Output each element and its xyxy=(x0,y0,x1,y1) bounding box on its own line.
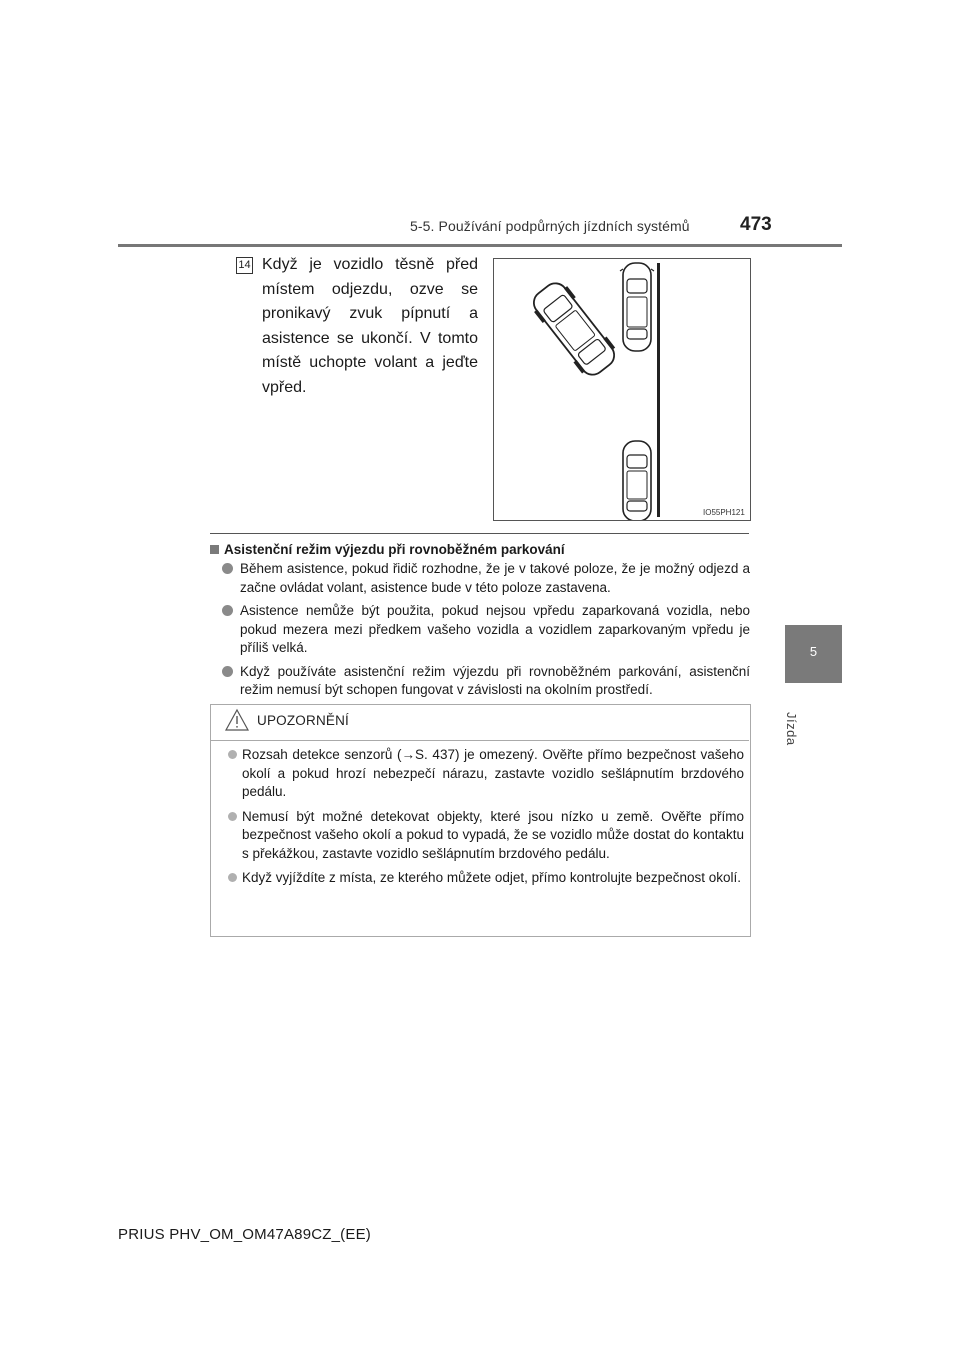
list-item: Když používáte asistenční režim výjezdu při rovnoběžném parkování, asistenční režim nemusí být schopen fungovat v závislosti na okolním prostředí. xyxy=(222,663,750,700)
section-bullets xyxy=(222,560,750,705)
warning-triangle-icon xyxy=(224,708,250,737)
step-number: 14 xyxy=(236,257,253,274)
list-item: Rozsah detekce senzorů (→S. 437) je omezený. Ověřte přímo bezpečnost vašeho okolí a pokud hrozí nebezpečí nárazu, zastavte vozidlo sešlápnutím brzdového pedálu. xyxy=(228,746,744,802)
section-header: 5-5. Používání podpůrných jízdních systémů xyxy=(410,218,690,234)
list-item: Nemusí být možné detekovat objekty, které jsou nízko u země. Ověřte přímo bezpečnost vašeho okolí a pokud to vypadá, že se vozidlo může dostat do kontaktu s překážkou, zastavte vozidlo sešlápnutím brzdového pedálu. xyxy=(228,808,744,864)
bullet-icon xyxy=(228,750,237,759)
header-rule xyxy=(118,244,842,247)
bullet-icon xyxy=(228,873,237,882)
page-number: 473 xyxy=(740,214,772,235)
list-item: Když vyjíždíte z místa, ze kterého můžete odjet, přímo kontrolujte bezpečnost okolí. xyxy=(228,869,744,888)
caution-bullets xyxy=(228,746,744,894)
parked-car-rear xyxy=(623,441,651,520)
step-text: Když je vozidlo těsně před místem odjezdu, ozve se pronikavý zvuk pípnutí a asistence se ukončí. V tomto místě uchopte volant a jeďte vpřed. xyxy=(262,256,478,396)
caution-title: UPOZORNĚNÍ xyxy=(257,713,350,728)
list-item: Během asistence, pokud řidič rozhodne, že je v takové poloze, že je možný odjezd a začne ovládat volant, asistence bude v této poloze zastavena. xyxy=(222,560,750,597)
curb-line xyxy=(657,263,660,517)
separator xyxy=(210,533,749,534)
bullet-icon xyxy=(228,812,237,821)
chapter-label: Jízda xyxy=(784,712,799,746)
bullet-icon xyxy=(222,605,233,616)
parking-illustration xyxy=(493,258,751,521)
departing-car xyxy=(527,277,622,382)
chapter-number: 5 xyxy=(809,644,818,659)
list-item: Asistence nemůže být použita, pokud nejsou vpředu zaparkovaná vozidla, nebo pokud mezera mezi předkem vašeho vozidla a vozidlem zaparkovaným vpředu je příliš velká. xyxy=(222,602,750,658)
square-bullet-icon xyxy=(210,545,219,554)
section-title: Asistenční režim výjezdu při rovnoběžném parkování xyxy=(210,542,565,557)
bullet-icon xyxy=(222,563,233,574)
bullet-icon xyxy=(222,666,233,677)
parked-car-front xyxy=(620,263,654,351)
figure-code: IO55PH121 xyxy=(703,508,745,517)
footer-code: PRIUS PHV_OM_OM47A89CZ_(EE) xyxy=(118,1226,371,1243)
